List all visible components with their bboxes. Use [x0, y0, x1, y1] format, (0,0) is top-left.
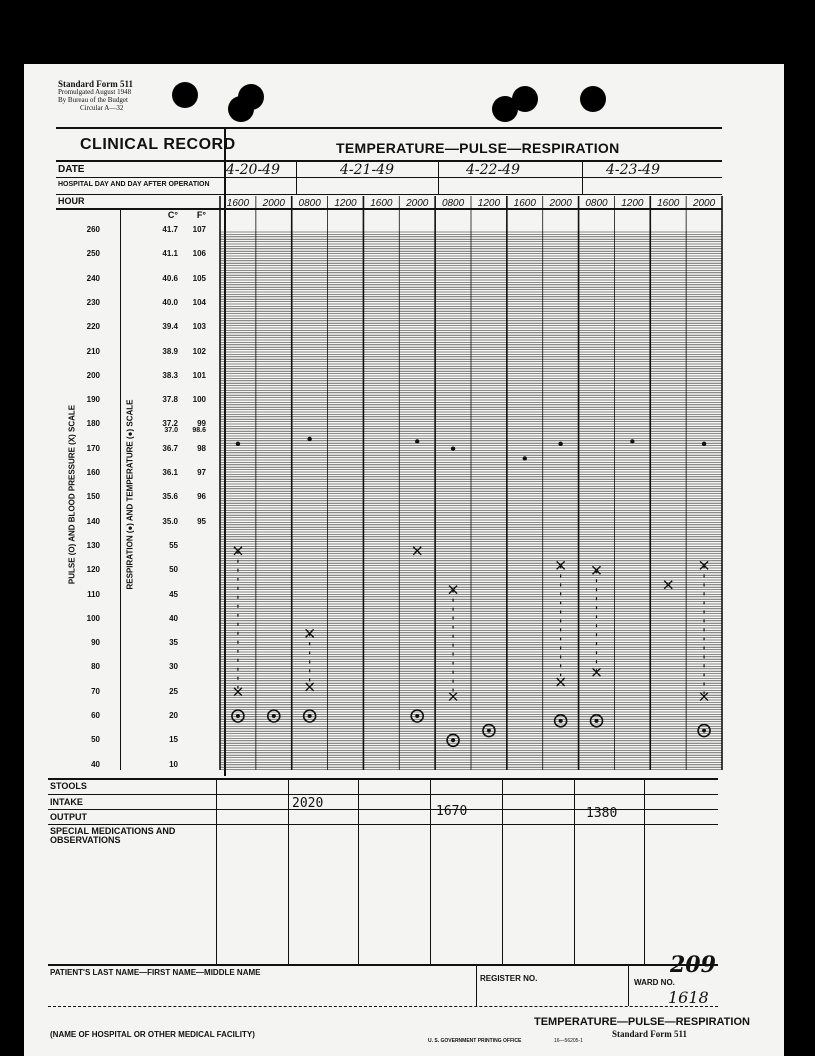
- bottom-day-divider: [430, 778, 431, 964]
- scale-f-value: 104: [192, 297, 206, 307]
- celsius-header: C°: [167, 210, 178, 220]
- scale-f-value: 96: [197, 492, 206, 502]
- label-column-divider: [224, 128, 226, 776]
- scale-f-value: 95: [197, 516, 206, 526]
- scale-pulse-value: 170: [86, 443, 100, 453]
- scale-c-value: 36.1: [162, 468, 178, 477]
- scale-pulse-value: 50: [91, 735, 100, 745]
- header-rule: [56, 127, 722, 129]
- day-divider: [438, 160, 439, 194]
- special-label: SPECIAL MEDICATIONS AND OBSERVATIONS: [50, 826, 176, 845]
- scale-f-value: 103: [192, 322, 206, 332]
- scale-resp-value: 20: [169, 711, 178, 720]
- scale-c-value: 39.4: [162, 322, 178, 332]
- patient-name-label: PATIENT'S LAST NAME—FIRST NAME—MIDDLE NAME: [50, 968, 261, 977]
- scale-pulse-value: 100: [86, 613, 100, 623]
- scale-pulse-value: 180: [86, 419, 100, 429]
- hospital-day-label: HOSPITAL DAY AND DAY AFTER OPERATION: [58, 181, 210, 188]
- pulse-axis-label: PULSE (O) AND BLOOD PRESSURE (X) SCALE: [67, 404, 77, 585]
- normal-temp-c: 37.0: [164, 427, 178, 434]
- stools-rule: [48, 778, 718, 780]
- scale-c-value: 38.3: [162, 370, 178, 380]
- scale-pulse-value: 260: [86, 225, 100, 234]
- form-header-line2: Promulgated August 1948: [58, 88, 132, 96]
- scale-pulse-value: 230: [86, 297, 100, 307]
- ward-divider: [628, 966, 629, 1006]
- special-rule: [48, 824, 718, 825]
- scale-f-value: 107: [192, 225, 206, 234]
- bottom-day-divider: [358, 778, 359, 964]
- footer-rule: [48, 1006, 718, 1007]
- bottom-day-divider: [216, 778, 217, 964]
- scale-pulse-value: 210: [86, 346, 100, 356]
- bottom-day-divider: [644, 778, 645, 964]
- hour-label: HOUR: [58, 196, 85, 206]
- hospital-day-rule: [56, 194, 722, 195]
- hospital-name-label: (NAME OF HOSPITAL OR OTHER MEDICAL FACILITY): [50, 1030, 255, 1039]
- bottom-day-divider: [288, 778, 289, 964]
- date-value: 4-23-49: [606, 162, 660, 178]
- scale-resp-value: 55: [169, 540, 178, 550]
- date-label: DATE: [58, 164, 85, 175]
- scale-resp-value: 35: [169, 638, 178, 648]
- intake-value: 1670: [436, 804, 468, 819]
- date-value: 4-22-49: [466, 162, 520, 178]
- hour-label: 1600: [657, 198, 680, 209]
- scale-divider: [120, 210, 121, 770]
- scale-f-value: 106: [192, 249, 206, 259]
- scale-f-value: 105: [192, 273, 206, 283]
- form-footer-name: Standard Form 511: [612, 1029, 688, 1039]
- scale-c-value: 35.0: [162, 516, 178, 526]
- hour-label: 0800: [298, 198, 321, 209]
- scale-f-value: 100: [192, 395, 206, 405]
- scale-pulse-value: 70: [91, 686, 100, 696]
- ward-number: 1618: [668, 988, 709, 1007]
- scale-c-value: 38.9: [162, 346, 178, 356]
- date-value: 4-20-49: [226, 162, 280, 178]
- scale-f-value: 98: [197, 443, 206, 453]
- bottom-day-divider: [574, 778, 575, 964]
- punch-hole: [492, 96, 518, 122]
- form-header: [58, 80, 133, 112]
- scale-pulse-value: 190: [86, 395, 100, 405]
- scale-resp-value: 25: [169, 686, 178, 696]
- scale-resp-value: 45: [169, 589, 178, 599]
- output-rule: [48, 809, 718, 810]
- form-footer-title: TEMPERATURE—PULSE—RESPIRATION: [534, 1016, 750, 1028]
- scale-c-value: 36.7: [162, 443, 178, 453]
- scale-pulse-value: 130: [86, 540, 100, 550]
- scale-pulse-value: 160: [86, 468, 100, 477]
- scale-pulse-value: 220: [86, 322, 100, 332]
- scale-c-value: 40.6: [162, 273, 178, 283]
- punch-hole: [228, 96, 254, 122]
- register-label: REGISTER NO.: [480, 974, 538, 983]
- scale-pulse-value: 80: [91, 662, 100, 672]
- scale-c-value: 41.1: [162, 249, 178, 259]
- hour-label: 1600: [226, 198, 250, 209]
- record-title: CLINICAL RECORD: [80, 136, 236, 153]
- normal-temp-f: 98.6: [192, 427, 206, 434]
- hour-label: 2000: [262, 198, 285, 209]
- hour-label: 2000: [549, 198, 572, 209]
- scale-f-value: 101: [192, 370, 206, 380]
- intake-rule: [48, 794, 718, 795]
- hour-label: 0800: [441, 198, 465, 209]
- resp-axis-label: RESPIRATION (●) AND TEMPERATURE (●) SCALE: [125, 399, 135, 590]
- hour-label: 1200: [621, 198, 644, 209]
- hour-label: 1200: [477, 198, 501, 209]
- hour-label: 2000: [406, 198, 429, 209]
- bottom-day-divider: [502, 778, 503, 964]
- scale-pulse-value: 90: [91, 638, 100, 648]
- form-header-line4: Circular A—32: [80, 104, 124, 112]
- scale-f-value: 99: [197, 419, 206, 429]
- register-divider: [476, 966, 477, 1006]
- hour-label: 0800: [585, 198, 608, 209]
- form-header-line3: By Bureau of the Budget: [58, 96, 128, 104]
- page-number: 209: [670, 952, 716, 978]
- printer-code: 16—56205-1: [554, 1038, 583, 1044]
- scale-f-value: 97: [197, 468, 206, 477]
- scale-pulse-value: 140: [86, 516, 100, 526]
- special-end-rule: [48, 964, 718, 966]
- scale-pulse-value: 240: [86, 273, 100, 283]
- scale-pulse-value: 200: [86, 370, 100, 380]
- ward-label: WARD NO.: [634, 978, 675, 987]
- punch-hole: [172, 82, 198, 108]
- scale-f-value: 102: [192, 346, 206, 356]
- day-divider: [296, 160, 297, 194]
- fahrenheit-header: F°: [196, 210, 206, 220]
- scale-pulse-value: 150: [86, 492, 100, 502]
- day-divider: [582, 160, 583, 194]
- output-label: OUTPUT: [50, 812, 87, 822]
- scale-resp-value: 10: [169, 759, 178, 769]
- hour-label: 1200: [334, 198, 357, 209]
- scale-resp-value: 50: [169, 565, 178, 575]
- scale-pulse-value: 60: [91, 711, 100, 720]
- hour-label: 1600: [370, 198, 393, 209]
- scale-resp-value: 15: [169, 735, 178, 745]
- scale-pulse-value: 40: [91, 759, 100, 769]
- scale-c-value: 40.0: [162, 297, 178, 307]
- scale-resp-value: 40: [169, 613, 178, 623]
- hour-label: 2000: [692, 198, 716, 209]
- scale-c-value: 41.7: [162, 225, 178, 234]
- punch-hole: [580, 86, 606, 112]
- intake-label: INTAKE: [50, 797, 83, 807]
- scale-pulse-value: 120: [86, 565, 100, 575]
- intake-value: 2020: [292, 796, 324, 811]
- hour-label: 1600: [513, 198, 536, 209]
- date-value: 4-21-49: [340, 162, 394, 178]
- scale-pulse-value: 250: [86, 249, 100, 259]
- hour-rule: [56, 208, 722, 210]
- clinical-record-sheet: [24, 64, 784, 1056]
- scale-resp-value: 30: [169, 662, 178, 672]
- form-header-line1: Standard Form 511: [58, 79, 134, 89]
- printer-label: U. S. GOVERNMENT PRINTING OFFICE: [428, 1038, 522, 1044]
- scale-c-value: 37.2: [162, 419, 178, 429]
- scale-c-value: 35.6: [162, 492, 178, 502]
- scale-pulse-value: 110: [87, 589, 100, 599]
- stools-label: STOOLS: [50, 781, 87, 791]
- scale-c-value: 37.8: [162, 395, 178, 405]
- intake-value: 1380: [586, 806, 618, 821]
- chart-title: TEMPERATURE—PULSE—RESPIRATION: [336, 140, 620, 156]
